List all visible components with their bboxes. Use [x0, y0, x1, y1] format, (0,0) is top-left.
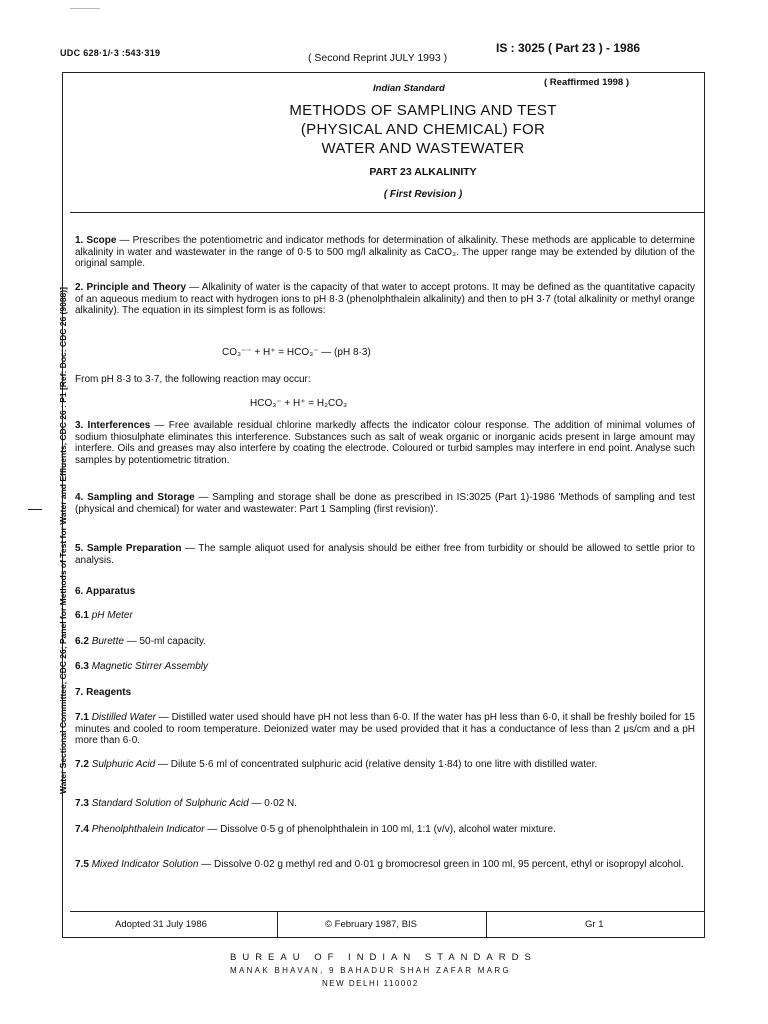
footer-divider [70, 911, 704, 912]
item-6-2-body: — 50-ml capacity. [123, 636, 206, 647]
item-6-1-number: 6.1 [75, 610, 89, 621]
margin-mark [28, 509, 42, 510]
item-7-3 [75, 798, 695, 810]
adopted-date: Adopted 31 July 1986 [115, 919, 207, 930]
title-divider [70, 212, 704, 213]
price-group: Gr 1 [585, 919, 604, 930]
udc-code: UDC 628·1/·3 :543·319 [60, 48, 161, 58]
publisher-address: MANAK BHAVAN, 9 BAHADUR SHAH ZAFAR MARG [230, 966, 511, 975]
reaction-intro: From pH 8·3 to 3·7, the following reaction may occur: [75, 374, 311, 385]
indian-standard-label: Indian Standard [373, 83, 445, 94]
reaffirmed-note: ( Reaffirmed 1998 ) [544, 77, 630, 88]
item-7-4-body: — Dissolve 0·5 g of phenolphthalein in 100 ml, 1:1 (v/v), alcohol water mixture. [204, 824, 556, 835]
item-7-5-number: 7.5 [75, 859, 89, 870]
equation-2: HCO₃⁻ + H⁺ = H₂CO₃ [250, 398, 348, 409]
item-7-4-text: Phenolphthalein Indicator [91, 824, 205, 835]
section-scope [75, 235, 695, 270]
item-7-2-body: — Dilute 5·6 ml of concentrated sulphuric acid (relative density 1·84) to one litre with distilled water. [155, 759, 598, 770]
item-7-2-text: Sulphuric Acid [91, 759, 156, 770]
scan-artifact-line [70, 8, 100, 9]
item-7-2-number: 7.2 [75, 759, 89, 770]
item-6-3-number: 6.3 [75, 661, 89, 672]
principle-heading: 2. Principle and Theory [75, 282, 187, 293]
item-7-4-number: 7.4 [75, 824, 89, 835]
item-6-2-number: 6.2 [75, 636, 89, 647]
scope-heading: 1. Scope [75, 235, 117, 246]
sample-prep-body: — The sample aliquot used for analysis should be either free from turbidity or should be allowed to settle prior to analysis. [75, 543, 695, 566]
item-7-1-number: 7.1 [75, 712, 89, 723]
item-7-4 [75, 824, 695, 836]
sample-prep-heading: 5. Sample Preparation [75, 543, 182, 554]
revision-label: ( First Revision ) [383, 189, 463, 200]
item-7-1-body: — Distilled water used should have pH not less than 6·0. If the water has pH less than 6·0, it shall be freshly boiled for 15 minutes and cooled to room temperature. Deionized water may be used provided that it has a conductance of less than 2 μs/cm and a pH more than 6·0. [75, 712, 695, 746]
side-committee-text: Water Sectional Committee, CDC 26; Panel for Methods of Test for Water and Effluents, CDC 26 : P1 [Ref: Doc: CDC 26 (9088)] [58, 287, 68, 794]
sampling-heading: 4. Sampling and Storage [75, 492, 195, 503]
item-7-3-text: Standard Solution of Sulphuric Acid [91, 798, 249, 809]
item-7-3-number: 7.3 [75, 798, 89, 809]
standard-number: IS : 3025 ( Part 23 ) - 1986 [496, 41, 641, 55]
item-6-2-text: Burette [91, 636, 124, 647]
apparatus-heading: 6. Apparatus [75, 586, 136, 597]
item-7-5-body: — Dissolve 0·02 g methyl red and 0·01 g bromocresol green in 100 ml, 95 percent, ethyl or isopropyl alcohol. [198, 859, 684, 870]
part-heading: PART 23 ALKALINITY [369, 166, 477, 178]
section-sample-prep [75, 543, 695, 566]
footer-cell-divider-1 [277, 911, 278, 938]
copyright-notice: © February 1987, BIS [325, 919, 418, 930]
principle-body: — Alkalinity of water is the capacity of that water to accept protons. It may be defined as the quantitative capacity of an aqueous medium to react with hydrogen ions to pH 8·3 (phenolphthalein alkalinity) and then to pH 3·7 (total alkalinity or methyl orange alkalinity). The equation in its simplest form is as follows: [75, 282, 696, 316]
publisher-name: BUREAU OF INDIAN STANDARDS [230, 952, 537, 963]
item-6-1-text: pH Meter [91, 610, 133, 621]
item-7-2 [75, 759, 695, 771]
title-line-3: WATER AND WASTEWATER [321, 140, 525, 157]
publisher-city: NEW DELHI 110002 [322, 979, 419, 988]
scope-body: — Prescribes the potentiometric and indicator methods for determination of alkalinity. These methods are applicable to determine alkalinity in water and wastewater in the range of 0·5 to 500 mg/l alkalinity as CaCO₃. The upper range may be extended by dilution of the original sample. [75, 235, 695, 269]
title-line-2: (PHYSICAL AND CHEMICAL) FOR [300, 121, 546, 138]
document-title [62, 101, 768, 158]
item-7-1-text: Distilled Water [91, 712, 156, 723]
sampling-body: — Sampling and storage shall be done as prescribed in IS:3025 (Part 1)-1986 'Methods of sampling and test (physical and chemical) for water and wastewater: Part 1 Sampling (first revision)'. [75, 492, 695, 515]
interferences-heading: 3. Interferences [75, 420, 151, 431]
item-6-3 [75, 661, 695, 673]
item-7-5-text: Mixed Indicator Solution [91, 859, 199, 870]
item-7-5 [75, 859, 695, 871]
item-7-3-body: — 0·02 N. [248, 798, 297, 809]
title-line-1: METHODS OF SAMPLING AND TEST [289, 102, 557, 119]
item-6-1 [75, 610, 695, 622]
item-7-1 [75, 712, 695, 747]
equation-1: CO₃⁻⁻ + H⁺ = HCO₃⁻ — (pH 8·3) [222, 347, 371, 358]
item-6-2 [75, 636, 695, 648]
reagents-heading: 7. Reagents [75, 687, 132, 698]
section-principle [75, 282, 695, 317]
footer-cell-divider-2 [486, 911, 487, 938]
interferences-body: — Free available residual chlorine markedly affects the indicator colour response. The addition of minimal volumes of sodium thiosulphate eliminates this interference. Substances such as salt of weak organic or inorganic acids present in large amount may interfere. Oils and greases may also interfere by coating the electrode. Coloured or turbid samples may interfere in end point. Analyse such samples by potentiometric titration. [75, 420, 695, 466]
reprint-note: ( Second Reprint JULY 1993 ) [308, 52, 448, 64]
section-sampling [75, 492, 695, 515]
section-interferences [75, 420, 695, 466]
item-6-3-text: Magnetic Stirrer Assembly [91, 661, 209, 672]
